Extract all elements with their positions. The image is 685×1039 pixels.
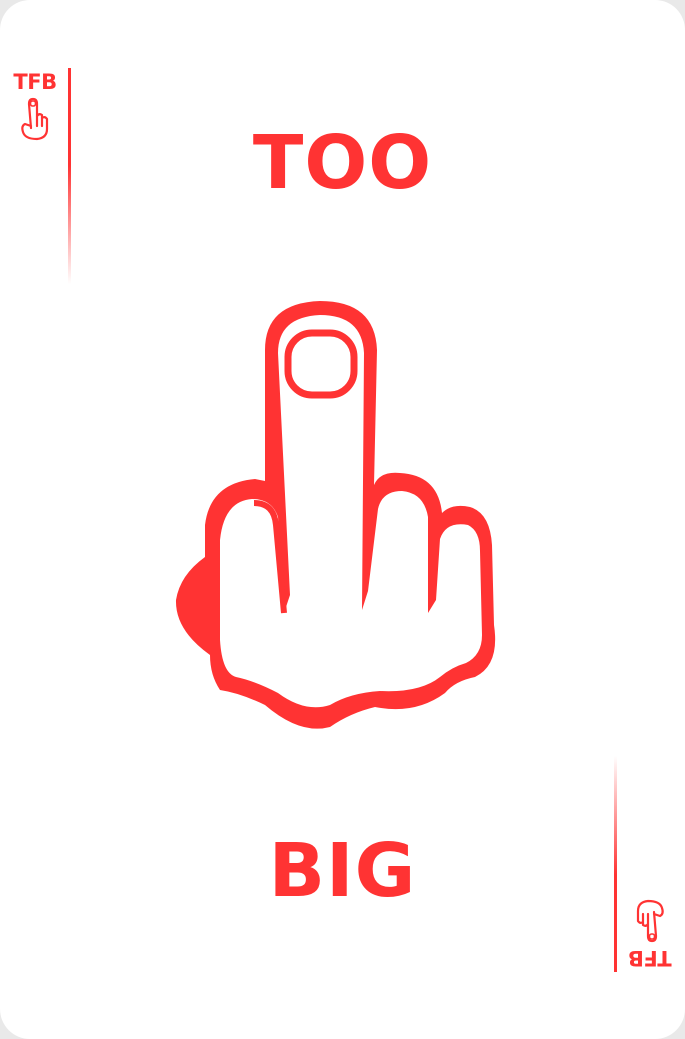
- corner-divider: [614, 756, 617, 972]
- corner-label: TFB: [628, 946, 672, 970]
- middle-finger-hand-icon: [170, 295, 515, 745]
- corner-index-bottom-right: [615, 752, 685, 972]
- top-word: TOO: [252, 120, 433, 206]
- bottom-word: BIG: [268, 828, 417, 914]
- mini-hand-icon: [632, 898, 668, 944]
- corner-label: TFB: [13, 70, 57, 94]
